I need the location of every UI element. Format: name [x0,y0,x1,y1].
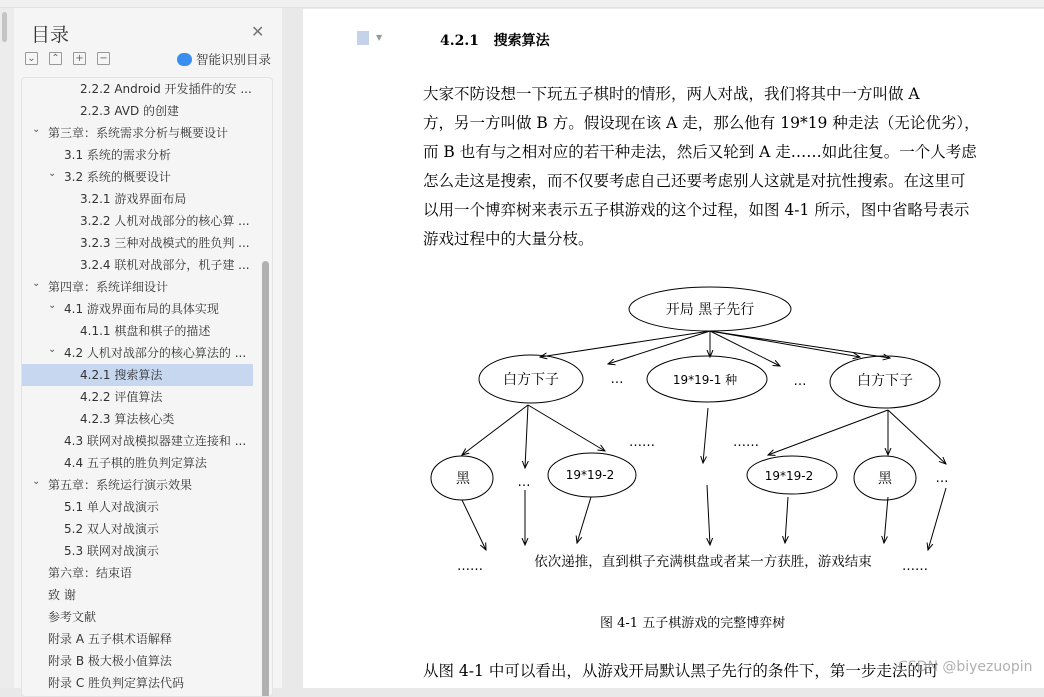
ellipsis: …… [733,435,759,450]
toc-item-label: 4.3 联网对战模拟器建立连接和 ... [64,434,247,448]
chevron-down-icon[interactable]: ⌄ [48,300,57,311]
toc-item-label: 2.2.3 AVD 的创建 [80,104,180,118]
node-label: 黑 [456,471,470,487]
toc-item-label: 4.2.3 算法核心类 [80,412,175,426]
chevron-down-icon[interactable]: ⌄ [32,124,41,135]
toc-item-label: 第三章：系统需求分析与概要设计 [48,126,229,140]
toc-item-label: 4.1 游戏界面布局的具体实现 [64,302,219,316]
node-label: 19*19-2 [565,468,615,482]
toc-item-label: 4.2.1 搜索算法 [80,368,163,382]
paragraph-line: 游戏过程中的大量分枝。 [423,230,594,248]
toc-item-label: 参考文献 [48,610,97,624]
toc-item-label: 附录 C 胜负判定算法代码 [48,676,185,690]
smart-toc-label: 智能识别目录 [196,52,272,67]
paragraph-line: 而 B 也有与之相对应的若干种走法，然后又轮到 A 走……如此往复。一个人考虑 [423,143,977,161]
node-label: 19*19-1 种 [672,373,738,387]
chevron-down-icon[interactable]: ⌄ [48,344,57,355]
figure-caption: 图 4-1 五子棋游戏的完整博弈树 [600,616,786,631]
toc-item-label: 3.2 系统的概要设计 [64,170,171,184]
paragraph-line: 从图 4-1 中可以看出，从游戏开局默认黑子先行的条件下，第一步走法的可 [423,662,939,680]
toc-item-label: 第四章：系统详细设计 [48,280,169,294]
toc-item-label: 3.2.3 三种对战模式的胜负判 ... [80,236,250,250]
chevron-down-icon[interactable]: ⌄ [32,278,41,289]
ellipsis: … [517,475,531,490]
chevron-down-icon[interactable]: ⌄ [48,168,57,179]
toc-item-label: 第六章：结束语 [48,566,133,580]
toc-item-label: 4.4 五子棋的胜负判定算法 [64,456,207,470]
node-label: 黑 [878,471,892,487]
toc-item-label: 致 谢 [48,588,76,602]
toc-item-label: 2.2.2 Android 开发插件的安 ... [80,82,252,96]
toc-item-label: 3.2.2 人机对战部分的核心算 ... [80,214,250,228]
toc-item-label: 5.2 双人对战演示 [64,522,159,536]
toc-item-label: 3.2.1 游戏界面布局 [80,192,187,206]
collapse-all-icon[interactable]: ⌄ [25,52,38,65]
paragraph-line: 怎么走这是搜索，而不仅要考虑自己还要考虑别人这就是对抗性搜索。在这里可 [423,172,966,190]
toc-item-label: 4.1.1 棋盘和棋子的描述 [80,324,211,338]
ellipsis: …… [629,435,655,450]
bottom-label: 依次递推，直到棋子充满棋盘或者某一方获胜，游戏结束 [534,554,872,570]
ellipsis: …… [457,559,483,574]
toc-item-label: 附录 B 极大极小值算法 [48,654,172,668]
node-label: 白方下子 [503,372,559,388]
paragraph-line: 以用一个博弈树来表示五子棋游戏的这个过程，如图 4-1 所示，图中省略号表示 [423,201,970,219]
toc-item-label: 5.1 单人对战演示 [64,500,159,514]
tree-edges [462,331,946,550]
expand-up-icon[interactable]: ⌃ [49,52,62,65]
ellipsis: …… [902,559,928,574]
node-label: 19*19-2 [764,469,814,483]
panel-title: 目录 [31,24,70,46]
remove-icon[interactable]: − [97,52,110,65]
toc-item-label: 附录 A 五子棋术语解释 [48,632,172,646]
ellipsis: … [935,471,949,486]
toc-item-label: 3.2.4 联机对战部分，机子建 ... [80,258,250,272]
ellipsis: … [610,372,624,387]
root-label: 开局 黑子先行 [665,302,755,318]
section-heading: 4.2.1 搜索算法 [440,33,550,49]
paragraph-line: 方，另一方叫做 B 方。假设现在该 A 走，那么他有 19*19 种走法（无论优劣）， [423,114,980,132]
paragraph-line: 大家不防设想一下玩五子棋时的情形，两人对战，我们将其中一方叫做 A [423,85,920,103]
toc-item-label: 5.3 联网对战演示 [64,544,159,558]
dropdown-arrow-icon[interactable]: ▼ [376,33,383,42]
toc-item-label: 3.1 系统的需求分析 [64,148,171,162]
ellipsis: … [793,374,807,389]
watermark: CSDN @biyezuopin [898,659,1033,675]
toc-item-label: 4.2.2 评值算法 [80,390,163,404]
toc-item-label: 第五章：系统运行演示效果 [48,478,193,492]
chevron-down-icon[interactable]: ⌄ [32,476,41,487]
close-icon[interactable]: ✕ [251,22,265,41]
node-label: 白方下子 [857,373,913,389]
toc-item-label: 4.2 人机对战部分的核心算法的 ... [64,346,247,360]
tree-nodes [431,287,940,500]
add-icon[interactable]: + [73,52,86,65]
